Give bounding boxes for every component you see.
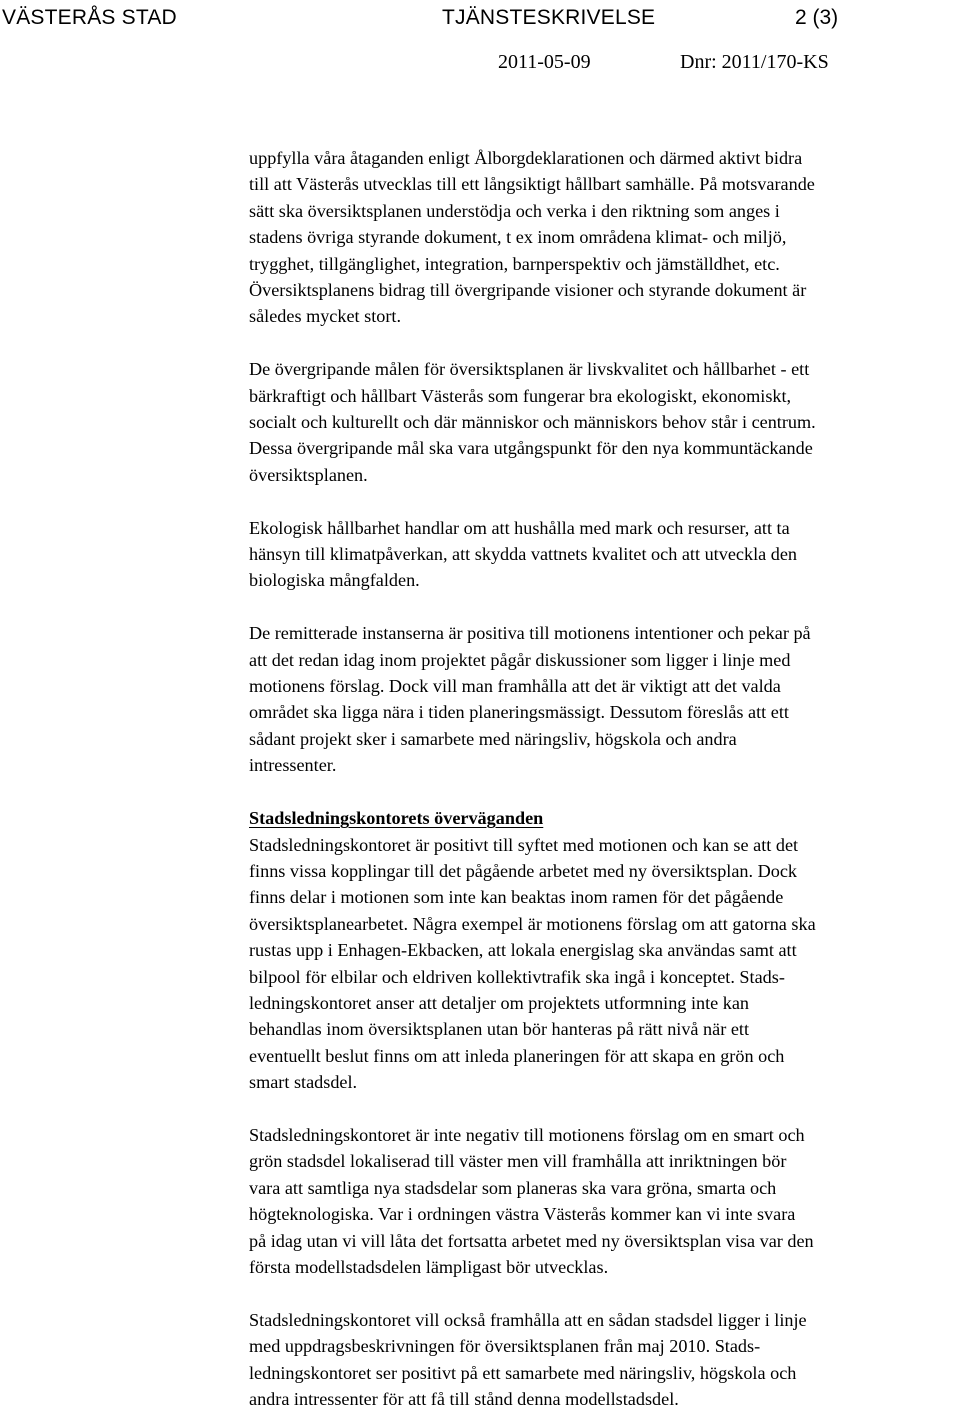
document-body (249, 145, 960, 1412)
document-type: TJÄNSTESKRIVELSE (442, 6, 656, 29)
paragraph: Stadsledningskontoret är positivt till syftet med motionen och kan se att det finns vissa kopplingar till det pågående arbetet med ny översiktsplan. Dock finns delar i motionen som inte kan beaktas inom ramen för det pågående översiktsplanearbetet. Några exempel är motionens förslag om att gatorna ska rustas upp i Enhagen-Ekbacken, att lokala energislag ska användas samt att bilpool för elbilar och eldriven kollektivtrafik ska ingå i konceptet. Stads- ledningskontoret anser att detaljer om projektets utformning inte kan behandlas inom översiktsplanen utan bör hanteras på rätt nivå när ett eventuellt beslut finns om att inleda planeringen för att skapa en grön och smart stadsdel. (249, 834, 816, 1093)
diary-number: Dnr: 2011/170-KS (680, 51, 829, 73)
organization-name: VÄSTERÅS STAD (2, 6, 177, 29)
paragraph: Stadsledningskontoret vill också framhålla att en sådan stadsdel ligger i linje med uppdragsbeskrivningen för översiktsplanen från maj 2010. Stads- ledningskontoret ser positivt på ett samarbete med näringsliv, högskola och andra intressenter för att få till stånd denna modellstadsdel. (249, 1309, 807, 1409)
page-header (0, 0, 960, 80)
paragraph: uppfylla våra åtaganden enligt Ålborgdeklarationen och därmed aktivt bidra till att Västerås utvecklas till ett långsiktigt hållbart samhälle. På motsvarande sätt ska översiktsplanen understödja och verka i den riktning som anges i stadens övriga styrande dokument, t ex inom områdena klimat- och miljö, trygghet, tillgänglighet, integration, barnperspektiv och jämställdhet, etc. Översiktsplanens bidrag till övergripande visioner och styrande dokument är således mycket stort. (249, 148, 815, 327)
page-number: 2 (3) (795, 6, 839, 29)
paragraph: De övergripande målen för översiktsplanen är livskvalitet och hållbarhet - ett bärkraftigt och hållbart Västerås som fungerar bra ekologiskt, ekonomiskt, socialt och kulturellt och där människor och människors behov står i centrum. Dessa övergripande mål ska vara utgångspunkt för den nya kommuntäckande översiktsplanen. (249, 359, 816, 485)
paragraph: De remitterade instanserna är positiva till motionens intentioner och pekar på att det redan idag inom projektet pågår diskussioner som ligger i linje med motionens förslag. Dock vill man framhålla att det är viktigt att det valda området ska ligga nära i tiden planeringsmässigt. Dessutom föreslås att ett sådant projekt sker i samarbete med näringsliv, högskola och andra intressenter. (249, 623, 811, 776)
paragraph: Stadsledningskontoret är inte negativ till motionens förslag om en smart och grön stadsdel lokaliserad till väster men vill framhålla att inriktningen bör vara att samtliga nya stadsdelar som planeras ska vara gröna, smarta och högteknologiska. Var i ordningen västra Västerås kommer kan vi inte svara på idag utan vi vill låta det fortsatta arbetet med ny översiktsplan visa var den första modellstadsdelen lämpligast bör utvecklas. (249, 1124, 814, 1277)
paragraph: Ekologisk hållbarhet handlar om att hushålla med mark och resurser, att ta hänsyn till klimatpåverkan, att skydda vattnets kvalitet och att utveckla den biologiska mångfalden. (249, 517, 797, 591)
section-heading: Stadsledningskontorets överväganden (249, 808, 544, 829)
document-date: 2011-05-09 (498, 51, 591, 73)
